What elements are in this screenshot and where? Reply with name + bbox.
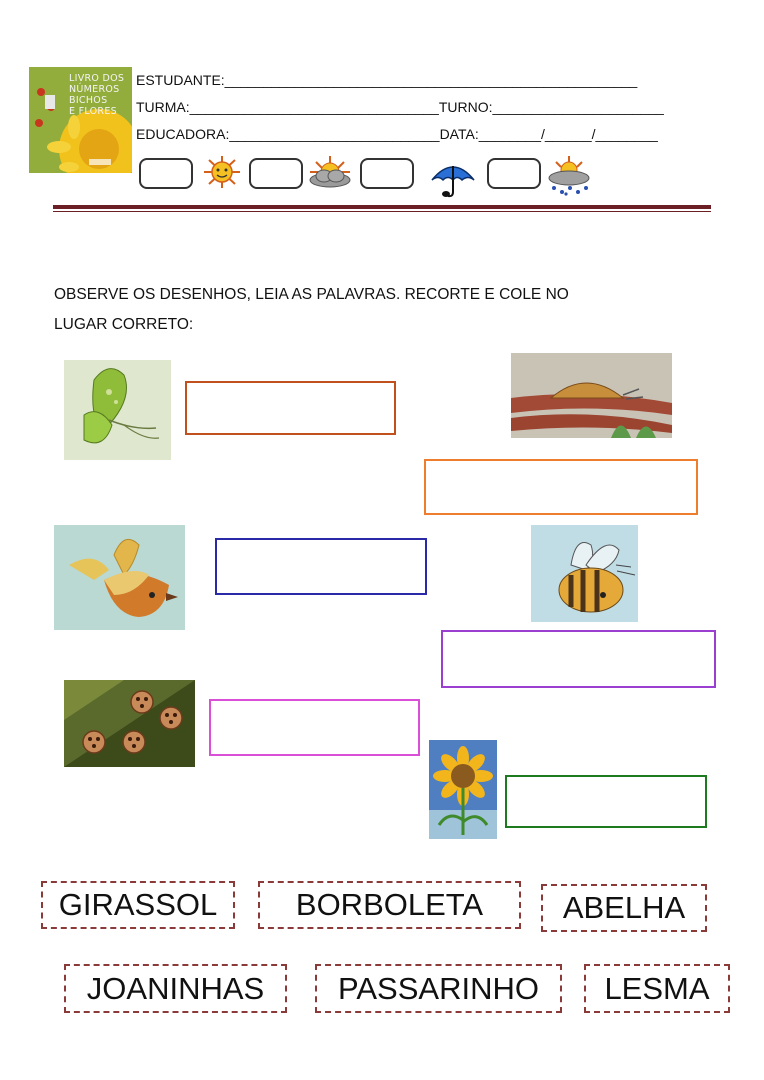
book-cover-image	[29, 67, 132, 173]
word-card-abelha[interactable]: ABELHA	[541, 884, 707, 932]
word-card-joaninhas[interactable]: JOANINHAS	[64, 964, 287, 1013]
cover-title-line: E FLORES	[69, 106, 117, 117]
word-card-girassol[interactable]: GIRASSOL	[41, 881, 235, 929]
word-card-borboleta[interactable]: BORBOLETA	[258, 881, 521, 929]
student-field[interactable]: ESTUDANTE:_____________________________________________________	[136, 72, 638, 88]
bird-picture	[54, 525, 185, 630]
rain-cloud-icon	[544, 154, 594, 196]
sun-icon	[199, 154, 245, 190]
snail-picture	[511, 353, 672, 438]
answer-box-snail[interactable]	[424, 459, 698, 515]
cover-title-line: NÚMEROS	[69, 84, 120, 95]
word-card-passarinho[interactable]: PASSARINHO	[315, 964, 562, 1013]
answer-box-ladybugs[interactable]	[209, 699, 420, 756]
butterfly-picture	[64, 360, 171, 460]
header-divider	[53, 205, 711, 209]
answer-box-butterfly[interactable]	[185, 381, 396, 435]
class-shift-field[interactable]: TURMA:________________________________TURNO:______________________	[136, 99, 664, 115]
answer-box-sunflower[interactable]	[505, 775, 707, 828]
instructions-line-2: LUGAR CORRETO:	[54, 316, 194, 333]
cloudy-sun-icon	[306, 154, 354, 190]
ladybugs-picture	[64, 680, 195, 767]
header-divider-thin	[53, 211, 711, 212]
weather-checkbox-rain-umbrella[interactable]	[360, 158, 414, 189]
answer-box-bee[interactable]	[441, 630, 716, 688]
cover-title	[69, 73, 131, 117]
weather-checkbox-cloudy[interactable]	[249, 158, 303, 189]
answer-box-bird[interactable]	[215, 538, 427, 595]
weather-checkbox-rainy[interactable]	[487, 158, 541, 189]
umbrella-icon	[428, 158, 478, 198]
cover-title-line: BICHOS	[69, 95, 108, 106]
teacher-date-field[interactable]: EDUCADORA:___________________________DATA:________/______/________	[136, 126, 658, 142]
bee-picture	[531, 525, 638, 622]
weather-checkbox-sunny[interactable]	[139, 158, 193, 189]
cover-title-line: LIVRO DOS	[69, 73, 125, 84]
instructions-line-1: OBSERVE OS DESENHOS, LEIA AS PALAVRAS. RECORTE E COLE NO	[54, 286, 569, 303]
word-card-lesma[interactable]: LESMA	[584, 964, 730, 1013]
sunflower-picture	[429, 740, 497, 839]
